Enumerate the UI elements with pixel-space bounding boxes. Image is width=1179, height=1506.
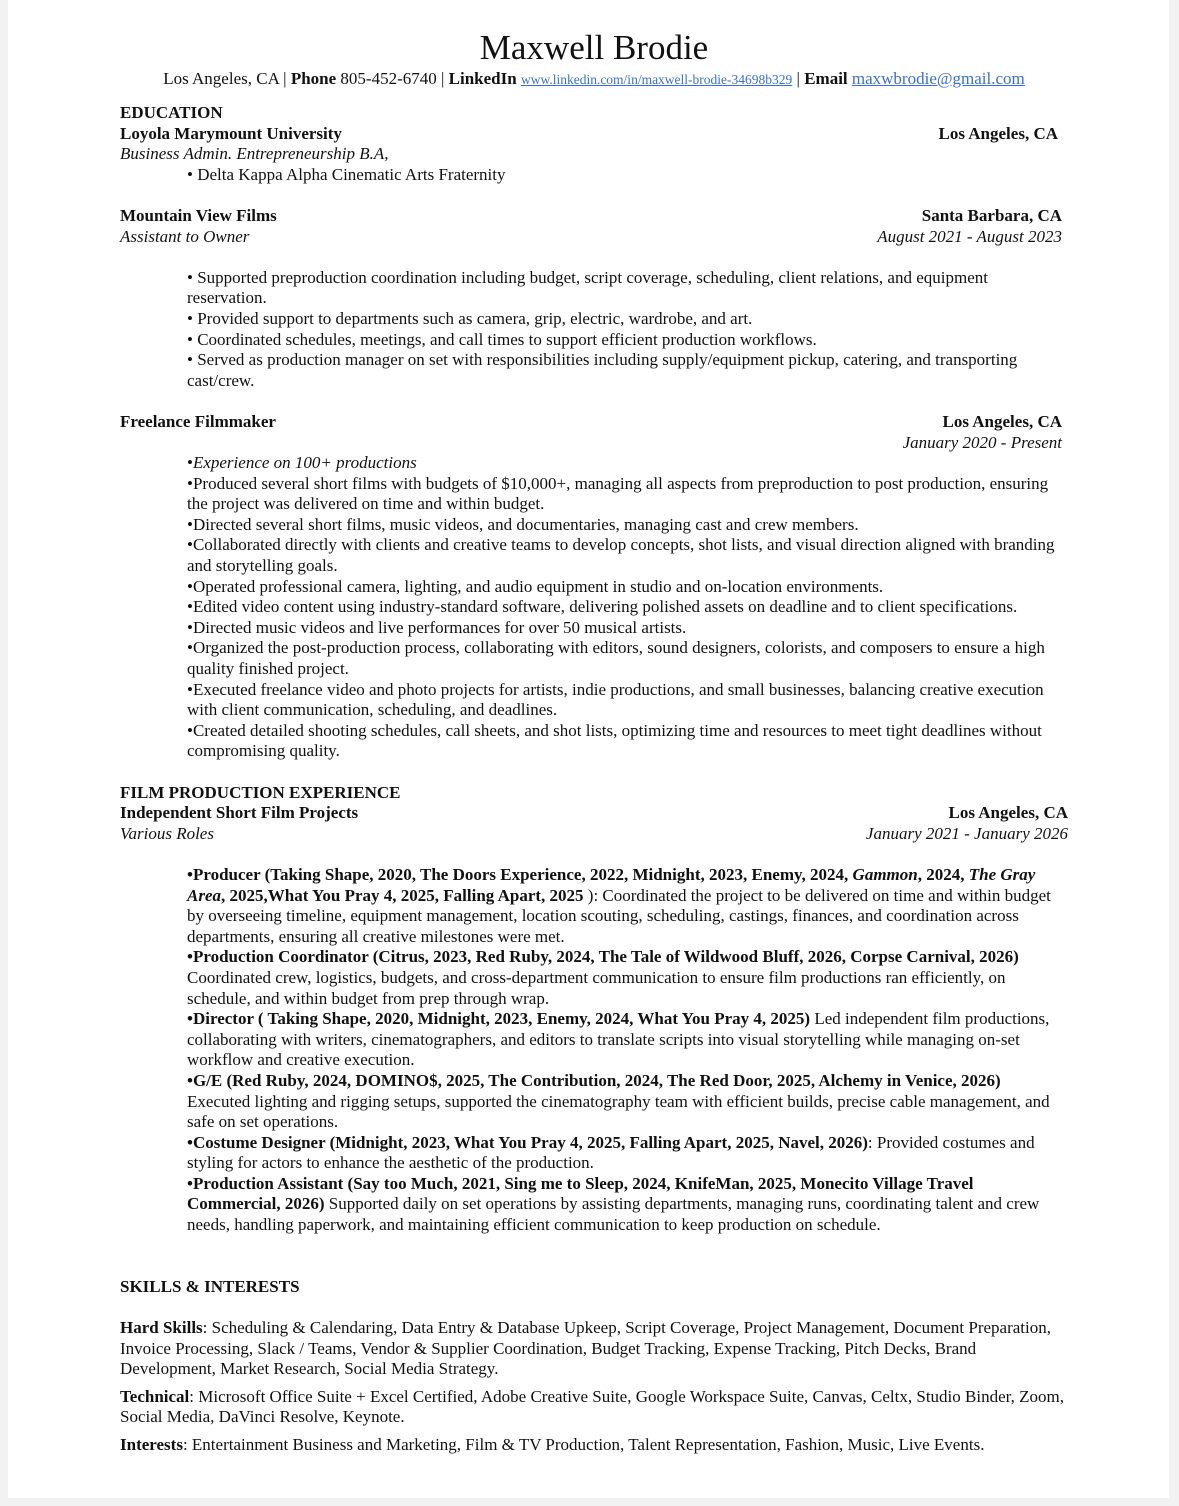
job-bullet: • Coordinated schedules, meetings, and call times to support efficient production workflows. bbox=[187, 329, 817, 349]
school-name: Loyola Marymount University bbox=[120, 123, 342, 143]
resume-content bbox=[120, 28, 1068, 1463]
role-text: •Producer (Taking Shape, 2020, The Doors Experience, 2022, Midnight, 2023, Enemy, 2024, bbox=[187, 864, 853, 884]
role-text: ): Coordinated the project to be delivered on time and within budget by overseeing timeline, equipment management, location scouting, scheduling, castings, finances, and coordination across departments, ensuring all creative milestones were met. bbox=[187, 885, 1051, 946]
film-heading: FILM PRODUCTION EXPERIENCE bbox=[120, 782, 401, 802]
film-roles bbox=[120, 865, 1068, 1236]
job-bullet: •Directed several short films, music videos, and documentaries, managing cast and crew members. bbox=[187, 514, 859, 534]
film-role: Various Roles bbox=[120, 823, 214, 843]
role-text: , 2025,What You Pray 4, 2025, Falling Apart, 2025 bbox=[221, 885, 588, 905]
skill-text: : Entertainment Business and Marketing, Film & TV Production, Talent Representation, Fashion, Music, Live Events. bbox=[182, 1435, 985, 1454]
education-bullet: • Delta Kappa Alpha Cinematic Arts Fraternity bbox=[187, 164, 506, 184]
job-bullets bbox=[120, 268, 1068, 392]
separator: | bbox=[278, 69, 291, 88]
skill-technical bbox=[120, 1387, 1068, 1428]
email-label: Email bbox=[804, 69, 848, 88]
job-role: Assistant to Owner bbox=[120, 226, 250, 246]
role-text: Gammon bbox=[852, 864, 918, 884]
film-header bbox=[120, 803, 1068, 824]
highlight-text: Experience on 100+ productions bbox=[192, 453, 417, 473]
job-location: Santa Barbara, CA bbox=[921, 205, 1062, 225]
film-role-entry bbox=[187, 1133, 1068, 1174]
job-highlight: •Experience on 100+ productions bbox=[187, 453, 417, 473]
job-bullet: •Collaborated directly with clients and creative teams to develop concepts, shot lists, and visual direction aligned with branding and storytelling goals. bbox=[187, 535, 1055, 576]
role-text: •Production Assistant (Say too Much, 2021, Sing me to Sleep, 2024, KnifeMan, 2025, Monecito Village Travel Commercial, 2026) bbox=[187, 1173, 974, 1214]
role-text: •G/E (Red Ruby, 2024, DOMINO$, 2025, The Contribution, 2024, The Red Door, 2025, Alchemy in Venice, 2026) bbox=[187, 1070, 1001, 1090]
email-link[interactable]: maxwbrodie@gmail.com bbox=[851, 69, 1025, 88]
role-text: Coordinated crew, logistics, budgets, and cross-department communication to ensure film productions ran efficiently, on schedule, and within budget from prep through wrap. bbox=[187, 967, 1006, 1008]
role-text: : Provided costumes and styling for actors to enhance the aesthetic of the production. bbox=[187, 1132, 1035, 1173]
job-bullet: •Organized the post-production process, collaborating with editors, sound designers, colorists, and composers to ensure a high quality finished project. bbox=[187, 638, 1045, 679]
job-bullet: • Served as production manager on set with responsibilities including supply/equipment pickup, catering, and transporting cast/crew. bbox=[187, 350, 1018, 390]
job-location: Los Angeles, CA bbox=[942, 411, 1062, 431]
film-role-entry bbox=[187, 947, 1068, 1009]
skill-label: Technical bbox=[120, 1386, 190, 1406]
role-text: Led independent film productions, collaborating with writers, cinematographers, and editors to translate scripts into visual storytelling while managing on-set workflow and creative execution. bbox=[187, 1009, 1050, 1070]
job-title: Mountain View Films bbox=[120, 205, 277, 225]
role-text: •Production Coordinator (Citrus, 2023, Red Ruby, 2024, The Tale of Wildwood Bluff, 2026, Corpse Carnival, 2026) bbox=[187, 947, 1019, 967]
linkedin-label: LinkedIn bbox=[448, 69, 517, 88]
linkedin-link[interactable]: www.linkedin.com/in/maxwell-brodie-34698b329 bbox=[520, 72, 793, 87]
skill-label: Hard Skills bbox=[120, 1318, 203, 1338]
role-text: The Gray Area bbox=[187, 864, 1036, 905]
skill-interests bbox=[120, 1435, 1068, 1456]
skill-hard bbox=[120, 1318, 1068, 1380]
role-text: •Director ( Taking Shape, 2020, Midnight, 2023, Enemy, 2024, What You Pray 4, 2025) bbox=[187, 1009, 811, 1029]
job-bullet: •Operated professional camera, lighting, and audio equipment in studio and on-location environments. bbox=[187, 576, 884, 596]
education-heading: EDUCATION bbox=[120, 103, 223, 122]
job-bullet: •Edited video content using industry-standard software, delivering polished assets on deadline and to client specifications. bbox=[187, 597, 1018, 617]
job-title: Freelance Filmmaker bbox=[120, 411, 276, 431]
skill-label: Interests bbox=[120, 1435, 183, 1454]
candidate-name: Maxwell Brodie bbox=[479, 28, 709, 67]
film-dates: January 2021 - January 2026 bbox=[865, 823, 1068, 843]
job-bullet: • Provided support to departments such as camera, grip, electric, wardrobe, and art. bbox=[187, 308, 753, 328]
degree: Business Admin. Entrepreneurship B.A, bbox=[120, 144, 389, 164]
film-role-entry bbox=[187, 1174, 1068, 1236]
education-row bbox=[120, 124, 1068, 145]
job-subheader bbox=[120, 227, 1068, 248]
job-bullet: •Produced several short films with budgets of $10,000+, managing all aspects from preproduction to post production, ensuring the project was delivered on time and within budget. bbox=[187, 473, 1049, 514]
job-bullet: • Supported preproduction coordination including budget, script coverage, scheduling, client relations, and equipment reservation. bbox=[187, 267, 988, 308]
school-location: Los Angeles, CA bbox=[938, 123, 1058, 143]
contact-location: Los Angeles, CA bbox=[163, 69, 279, 88]
skill-text: : Microsoft Office Suite + Excel Certified, Adobe Creative Suite, Google Workspace Suite, Canvas, Celtx, Studio Binder, Zoom, Social Media, DaVinci Resolve, Keynote. bbox=[120, 1386, 1064, 1427]
job-dates: August 2021 - August 2023 bbox=[877, 226, 1062, 246]
phone-label: Phone bbox=[290, 69, 337, 88]
phone-number: 805-452-6740 bbox=[340, 69, 437, 88]
skill-text: : Scheduling & Calendaring, Data Entry & Database Upkeep, Script Coverage, Project Management, Document Preparation, Invoice Processing, Slack / Teams, Vendor & Supplier Coordination, Budget Tracking, Expense Tracking, Pitch Decks, Brand Development, Market Research, Social Media Strategy. bbox=[120, 1318, 1052, 1379]
job-bullets bbox=[120, 453, 1068, 762]
film-subheader bbox=[120, 824, 1068, 845]
separator: | bbox=[436, 69, 449, 88]
film-title: Independent Short Film Projects bbox=[120, 803, 359, 823]
job-header bbox=[120, 412, 1068, 433]
resume-page bbox=[8, 0, 1169, 1498]
job-bullet: •Executed freelance video and photo projects for artists, indie productions, and small businesses, balancing creative execution with client communication, scheduling, and deadlines. bbox=[187, 679, 1044, 720]
role-text: Supported daily on set operations by assisting departments, managing runs, coordinating talent and crew needs, handling paperwork, and maintaining efficient communication to keep production on schedule. bbox=[187, 1194, 1040, 1235]
film-role-entry bbox=[187, 865, 1068, 947]
job-header bbox=[120, 206, 1068, 227]
separator: | bbox=[792, 69, 805, 88]
role-text: , 2024, bbox=[917, 864, 969, 884]
film-role-entry bbox=[187, 1009, 1068, 1071]
job-bullet: •Directed music videos and live performances for over 50 musical artists. bbox=[187, 617, 687, 637]
job-dates: January 2020 - Present bbox=[902, 432, 1062, 452]
film-role-entry bbox=[187, 1071, 1068, 1133]
contact-line bbox=[120, 68, 1068, 91]
job-bullet: •Created detailed shooting schedules, call sheets, and shot lists, optimizing time and resources to meet tight deadlines without compromising quality. bbox=[187, 720, 1042, 761]
role-text: Executed lighting and rigging setups, supported the cinematography team with efficient builds, precise cable management, and safe on set operations. bbox=[187, 1091, 1050, 1132]
film-location: Los Angeles, CA bbox=[948, 803, 1068, 823]
job-subheader bbox=[120, 433, 1068, 454]
role-text: •Costume Designer (Midnight, 2023, What You Pray 4, 2025, Falling Apart, 2025, Navel, 2026) bbox=[187, 1132, 868, 1152]
skills-heading: SKILLS & INTERESTS bbox=[120, 1276, 300, 1296]
